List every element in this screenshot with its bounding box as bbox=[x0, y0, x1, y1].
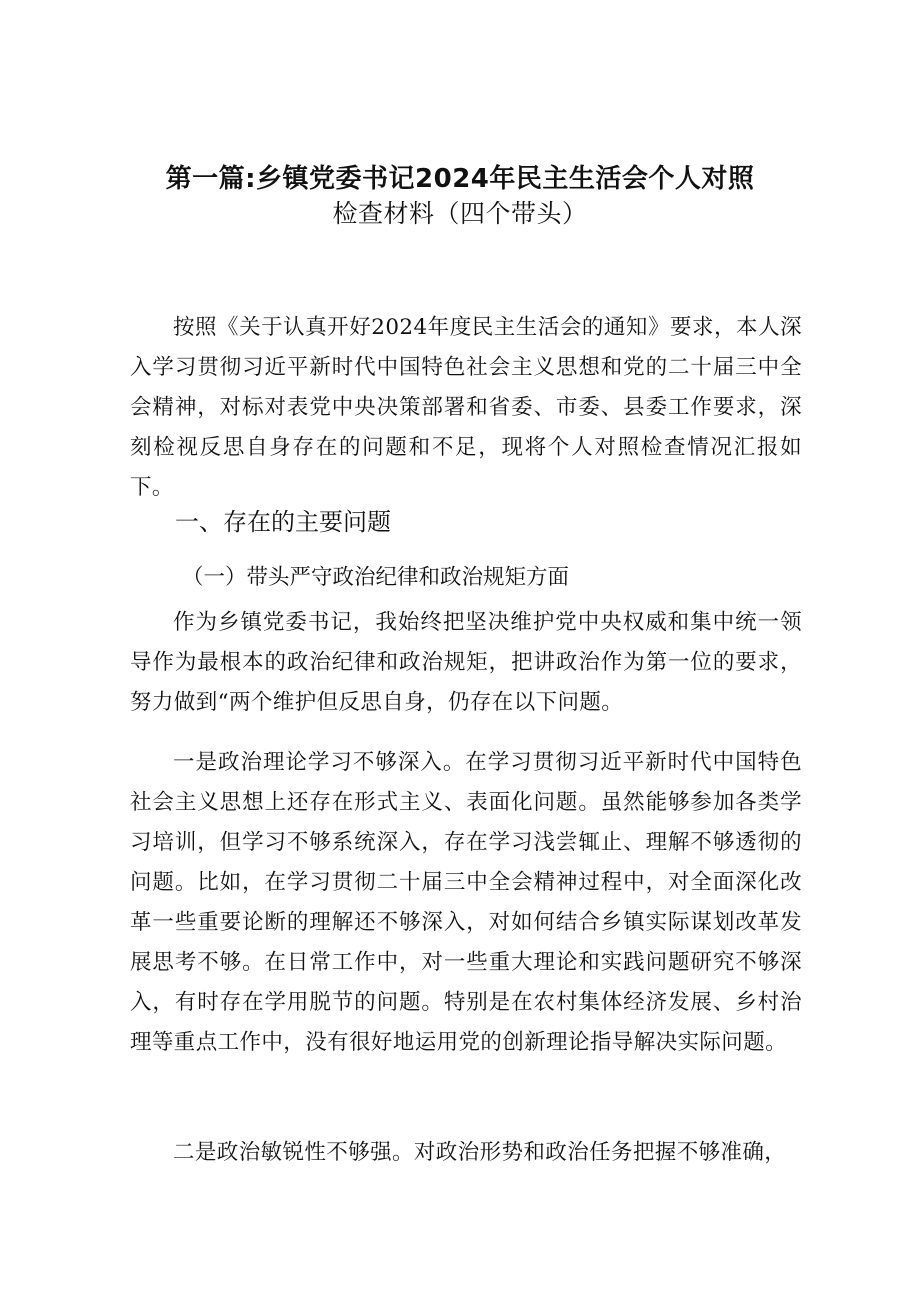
document-title-line-1: 第一篇:乡镇党委书记2024年民主生活会个人对照 bbox=[165, 164, 755, 194]
issue-paragraph-1: 一是政治理论学习不够深入。在学习贯彻习近平新时代中国特色社会主义思想上还存在形式主义、表面化问题。虽然能够参加各类学习培训，但学习不够系统深入，存在学习浅尝辄止、理解不够透彻的问题。比如，在学习贯彻二十届三中全会精神过程中，对全面深化改革一些重要论断的理解还不够深入，对如何结合乡镇实际谋划改革发展思考不够。在日常工作中，对一些重大理论和实践问题研究不够深入，有时存在学用脱节的问题。特别是在农村集体经济发展、乡村治理等重点工作中，没有很好地运用党的创新理论指导解决实际问题。 bbox=[130, 750, 802, 1055]
subsection-paragraph: 作为乡镇党委书记，我始终把坚决维护党中央权威和集中统一领导作为最根本的政治纪律和政治规矩，把讲政治作为第一位的要求，努力做到“两个维护但反思自身，仍存在以下问题。 bbox=[130, 610, 802, 715]
section-heading: 一、存在的主要问题 bbox=[175, 508, 391, 536]
subsection-heading: （一）带头严守政治纪律和政治规矩方面 bbox=[182, 565, 570, 590]
issue-paragraph-2: 二是政治敏锐性不够强。对政治形势和政治任务把握不够准确， bbox=[173, 1140, 787, 1165]
document-title-line-2: 检查材料（四个带头） bbox=[332, 199, 588, 228]
intro-paragraph: 按照《关于认真开好2024年度民主生活会的通知》要求，本人深入学习贯彻习近平新时代中国特色社会主义思想和党的二十届三中全会精神，对标对表党中央决策部署和省委、市委、县委工作要求，深刻检视反思自身存在的问题和不足，现将个人对照检查情况汇报如下。 bbox=[130, 315, 802, 500]
